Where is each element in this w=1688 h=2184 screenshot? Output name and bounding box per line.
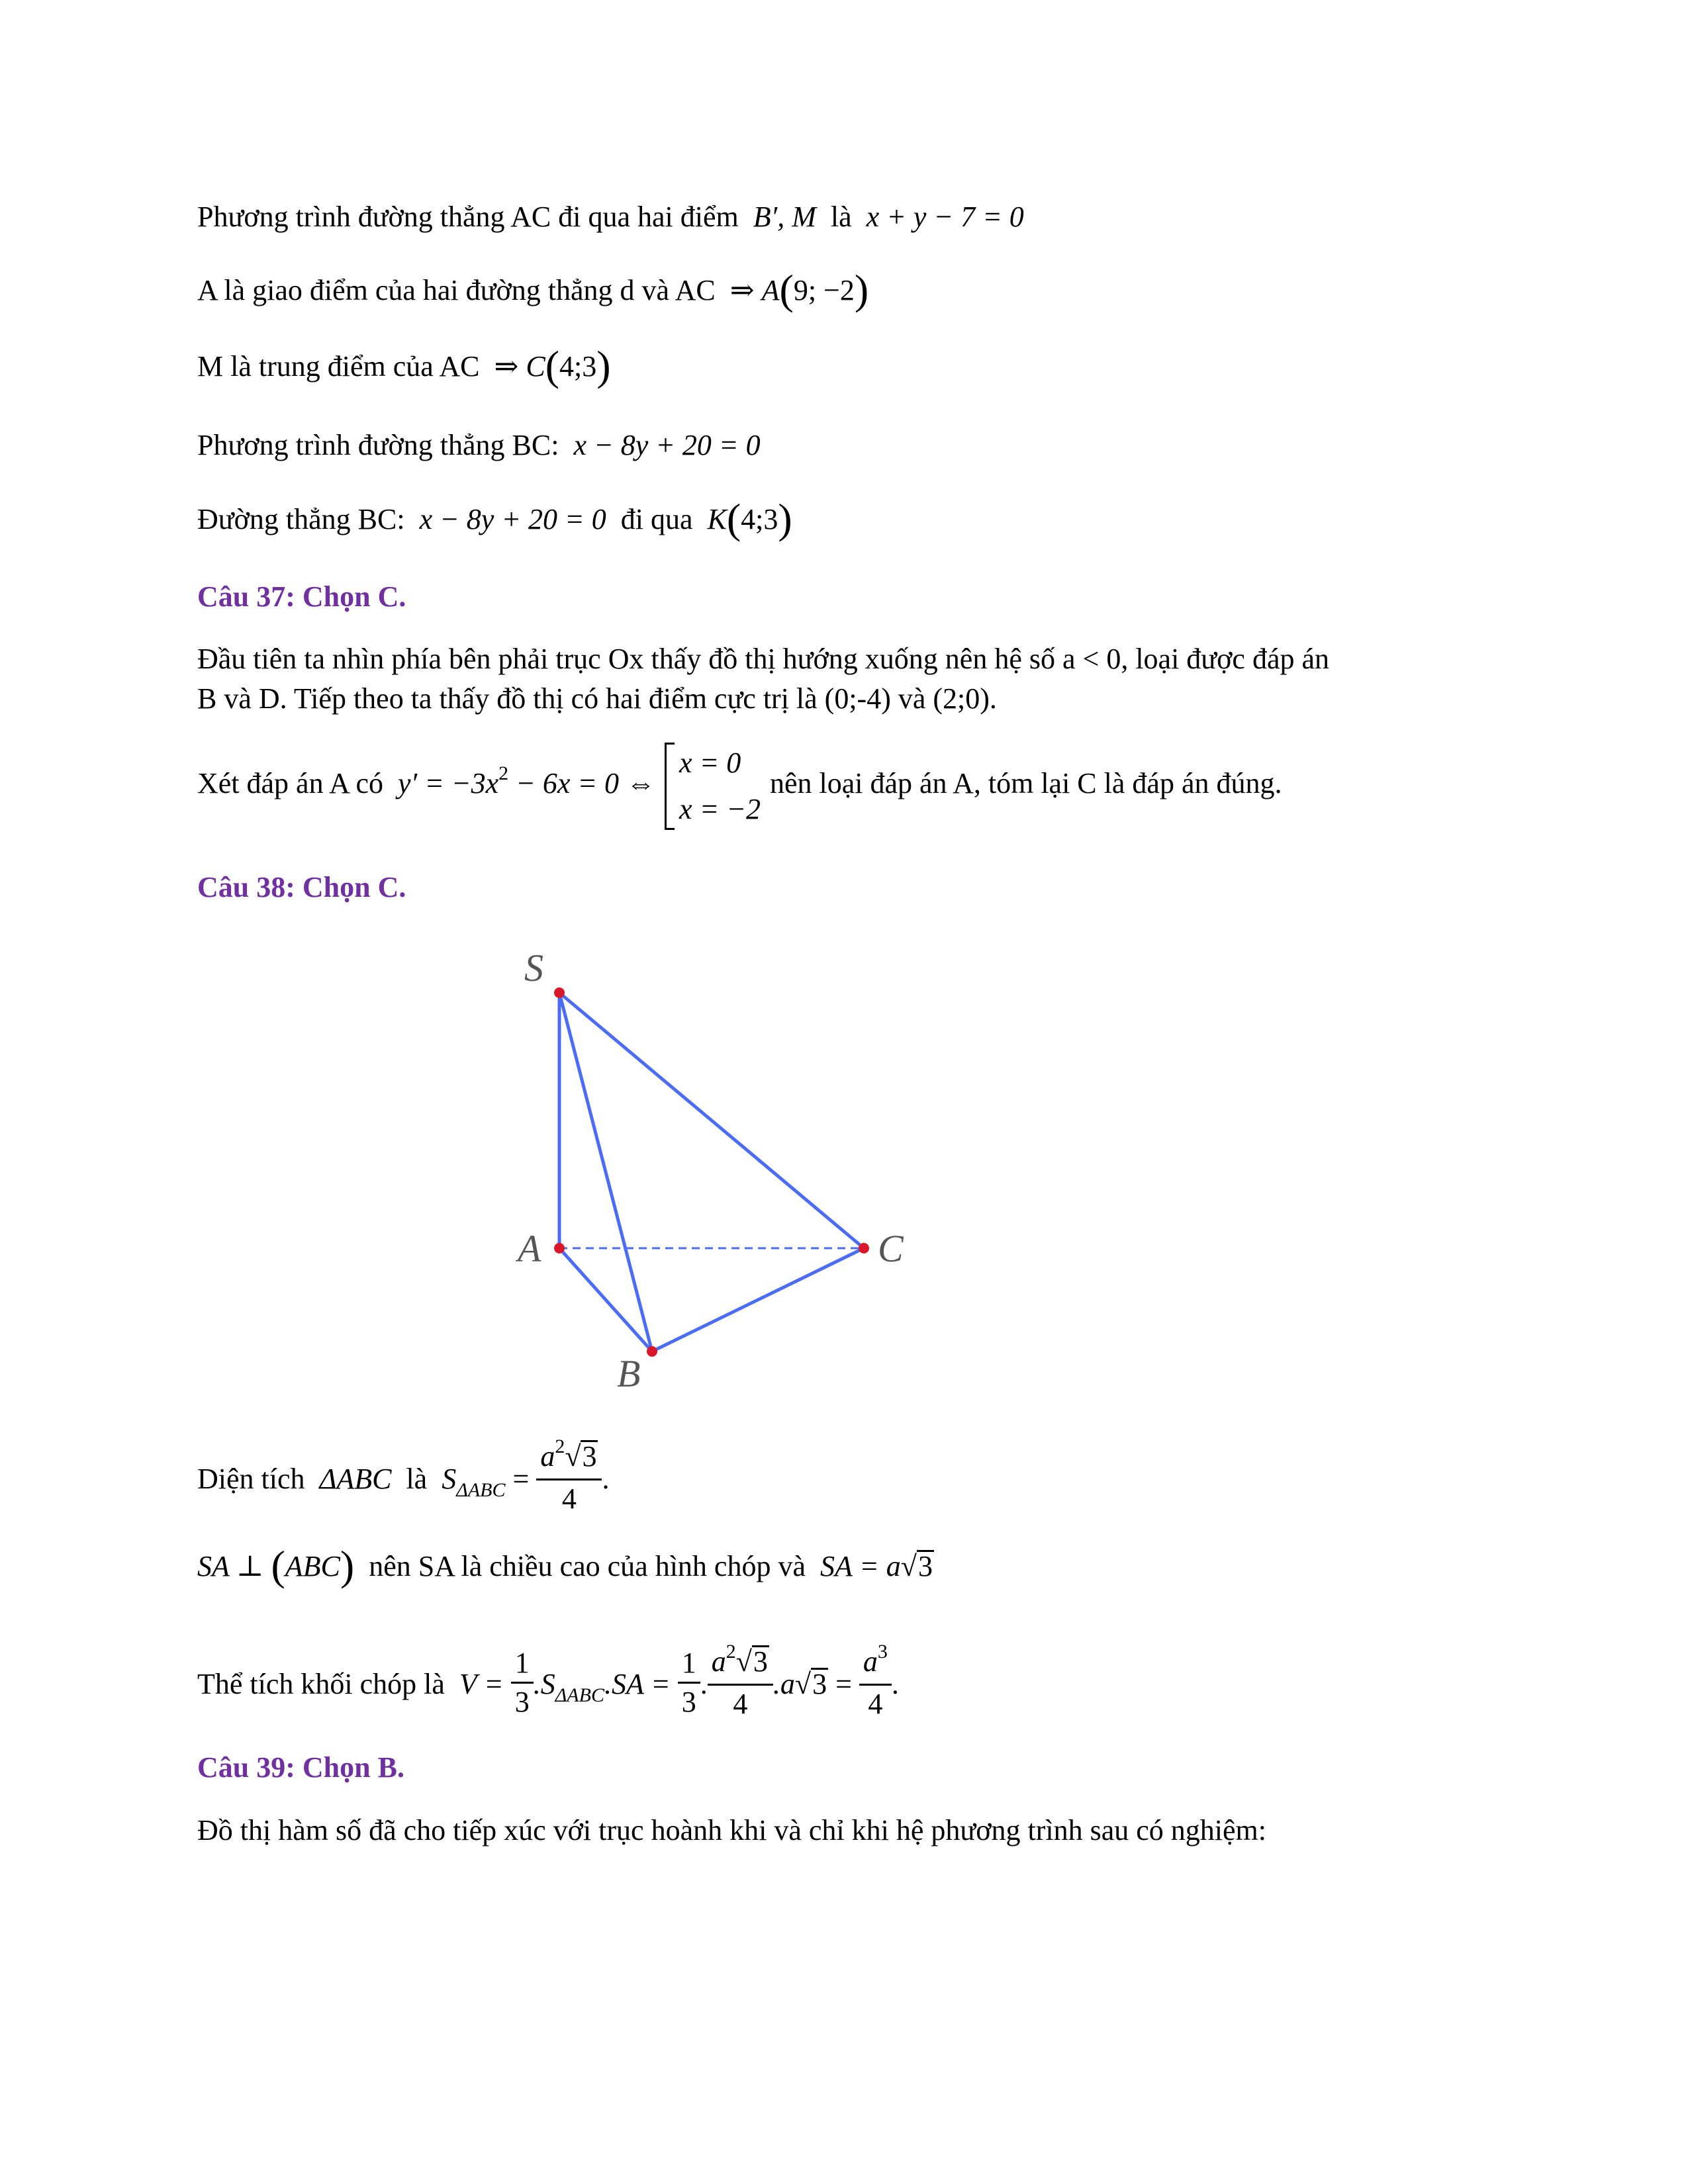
label-s: S [524,946,543,989]
pyramid-figure [503,940,927,1403]
vertex-a [554,1243,565,1253]
solution-bracket: x = 0 x = −2 [665,740,761,833]
edge-sc [559,993,864,1248]
vertex-c [859,1243,869,1253]
volume-formula-line: Thể tích khối chóp là V = $\frac{1}{3}$ $.S_{\Delta ABC}.SA$ = $\frac{1}{3}$ . $\frac{a^2√3}{4}$ .a√3 = $\frac{a^3}{4}$ . [197,1640,899,1720]
label-c: C [878,1227,904,1270]
area-formula-line: Diện tích ΔABC là $S_{\Delta ABC}$ = $\frac{a^2√3}{4}$ . [197,1439,609,1519]
label-b: B [617,1352,641,1395]
q37-paragraph-line-1: Đầu tiên ta nhìn phía bên phải trục Ox thấy đồ thị hướng xuống nên hệ số a < 0, loại được đáp án [197,643,1330,675]
label-a: A [518,1227,541,1270]
q37-derivative-line: Xét đáp án A có $y' = -3x^2 - 6x = 0$ ⇔ x = 0 x = −2 nên loại đáp án A, tóm lại C là đáp án đúng. [197,740,1282,833]
q37-paragraph-line-2: B và D. Tiếp theo ta thấy đồ thị có hai điểm cực trị là (0;-4) và (2;0). [197,682,997,715]
question-38-heading: Câu 38: Chọn C. [197,871,406,903]
q39-paragraph: Đồ thị hàm số đã cho tiếp xúc với trục hoành khi và chỉ khi hệ phương trình sau có nghiệm: [197,1814,1266,1846]
question-37-heading: Câu 37: Chọn C. [197,580,406,613]
line-ac-equation: Phương trình đường thẳng AC đi qua hai điểm B′, M là x + y − 7 = 0 [197,201,1024,233]
line-bc-equation: Phương trình đường thẳng BC: x − 8y + 20 = 0 [197,429,761,461]
line-point-c: M là trung điểm của AC ⇒ C(4;3) [197,342,611,389]
vertex-s [554,987,565,998]
edge-bc [652,1248,864,1351]
question-39-heading: Câu 39: Chọn B. [197,1751,404,1784]
area-fraction: $\frac{a^2√3}{4}$ [536,1438,602,1518]
line-bc-through-k: Đường thẳng BC: x − 8y + 20 = 0 đi qua K(4;3) [197,495,792,542]
line-point-a: A là giao điểm của hai đường thẳng d và AC ⇒ A(9; −2) [197,266,869,313]
height-statement: SA ⊥ (ABC) nên SA là chiều cao của hình chóp và SA = a√3 [197,1542,933,1589]
vertex-b [647,1346,657,1357]
